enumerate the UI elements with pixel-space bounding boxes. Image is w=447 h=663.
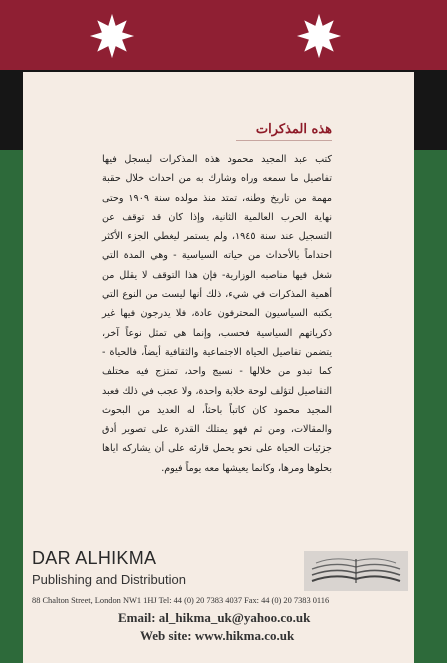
book-logo-icon: [304, 551, 408, 591]
publisher-subtitle: Publishing and Distribution: [32, 572, 186, 587]
star-icon: [296, 13, 342, 59]
publisher-address: 88 Chalton Street, London NW1 1HJ Tel: 44 (0) 20 7383 4037 Fax: 44 (0) 20 7383 0116: [32, 596, 330, 605]
title-divider: [236, 140, 332, 141]
flag-red-band: [0, 0, 447, 70]
star-icon: [89, 13, 135, 59]
publisher-website: Web site: www.hikma.co.uk: [140, 628, 295, 643]
publisher-email: Email: al_hikma_uk@yahoo.co.uk: [118, 610, 311, 625]
body-text: كتب عبد المجيد محمود هذه المذكرات ليسجل فيها تفاصيل ما سمعه وراه وشارك به من احداث خلال حقبة مهمة من تاريخ وطنه، تمتد منذ مولده سنة ١٩٠٩ وحتى نهاية الحرب العالمية الثانية، وإذا كان قد توقف عن التسجيل عند سنة ١٩٤٥، ولم يستمر ليغطي الجزء الأكثر احتداماً بالأحداث من حياته السياسية - وهي المدة التي شغل فيها مناصبه الوزارية- فإن هذا التوقف لا يقلل من أهمية المذكرات في شيء، ذلك أنها ليست من النوع التي يكتبه السياسيون المحترفون عادة، فلا يدرجون فيها غير ذكرياتهم السياسية فحسب، وإنما هي تمثل نوعاً آخر، يتضمن تفاصيل الحياة الاجتماعية والثقافية أيضاً، فالحياة - كما تبدو من خلالها - نسيج واحد، تمتزج فيه مختلف التفاصيل لتؤلف لوحة خلابة واحدة، ولا عجب في ذلك فعبد المجيد محمود كان كاتباً باحثاً، له العديد من البحوث والمقالات، ومن ثم فهو يمتلك القدرة على تصوير أدق جزئيات الحياة على نحو يحمل قارئه على أن يشاركه اياها بحلوها ومرها، وكانما يعيشها معه يوماً فيوم.: [102, 154, 332, 474]
publisher-name: DAR ALHIKMA: [32, 548, 157, 568]
section-title: هذه المذكرات: [255, 122, 332, 137]
